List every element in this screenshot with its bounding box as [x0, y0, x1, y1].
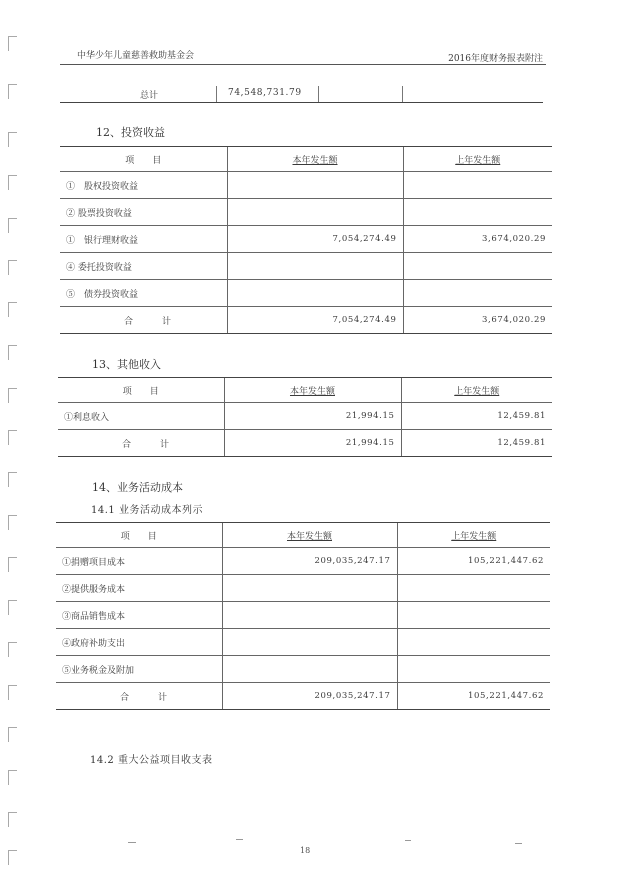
binding-marks	[8, 0, 22, 883]
row-item: ④政府补助支出	[56, 629, 222, 656]
table-row	[60, 253, 552, 280]
row-item: ⑤ 债券投资收益	[60, 280, 227, 307]
row-prior	[403, 199, 552, 226]
table-header-row	[58, 378, 552, 403]
section-14-1-subtitle: 14.1 业务活动成本列示	[91, 505, 203, 516]
row-current	[222, 656, 397, 683]
row-current	[222, 602, 397, 629]
previous-table-total-row	[60, 84, 543, 103]
col-item-header: 项 目	[60, 147, 227, 172]
col-current-year-header: 本年发生额	[227, 147, 403, 172]
total-prior: 105,221,447.62	[397, 683, 550, 710]
total-row	[60, 307, 552, 334]
row-prior	[403, 253, 552, 280]
col-item-header: 项 目	[56, 523, 222, 548]
scan-mark	[236, 839, 243, 840]
section-14-title: 14、业务活动成本	[92, 481, 183, 494]
row-item: ① 银行理财收益	[60, 226, 227, 253]
section-13-title: 13、其他收入	[92, 358, 161, 371]
table-row	[60, 199, 552, 226]
row-item: ⑤业务税金及附加	[56, 656, 222, 683]
row-prior	[397, 629, 550, 656]
col-current-year-header: 本年发生额	[222, 523, 397, 548]
header-rule	[60, 64, 546, 65]
row-prior: 12,459.81	[401, 403, 552, 430]
table-row	[56, 548, 550, 575]
table-row	[56, 656, 550, 683]
table-row	[56, 575, 550, 602]
total-prior: 3,674,020.29	[403, 307, 552, 334]
col-prior-year-header: 上年发生额	[397, 523, 550, 548]
total-label: 合 计	[56, 683, 222, 710]
row-item: ④ 委托投资收益	[60, 253, 227, 280]
row-current	[227, 253, 403, 280]
total-label: 合 计	[60, 307, 227, 334]
prev-total-label: 总计	[140, 91, 159, 101]
row-prior	[403, 172, 552, 199]
total-prior: 12,459.81	[401, 430, 552, 457]
row-prior	[403, 280, 552, 307]
table-row	[56, 602, 550, 629]
row-item: ① 股权投资收益	[60, 172, 227, 199]
row-prior: 105,221,447.62	[397, 548, 550, 575]
page-number: 18	[300, 846, 311, 855]
total-current: 21,994.15	[224, 430, 401, 457]
investment-income-table	[60, 146, 552, 334]
other-income-table	[58, 377, 552, 457]
row-current: 21,994.15	[224, 403, 401, 430]
total-current: 209,035,247.17	[222, 683, 397, 710]
table-row	[58, 403, 552, 430]
row-item: ①捐赠项目成本	[56, 548, 222, 575]
header-report-title: 2016年度财务报表附注	[448, 54, 543, 64]
row-current: 7,054,274.49	[227, 226, 403, 253]
table-row	[60, 226, 552, 253]
row-prior	[397, 602, 550, 629]
col-prior-year-header: 上年发生额	[401, 378, 552, 403]
row-current	[227, 280, 403, 307]
col-prior-year-header: 上年发生额	[403, 147, 552, 172]
table-row	[56, 629, 550, 656]
table-header-row	[60, 147, 552, 172]
col-current-year-header: 本年发生额	[224, 378, 401, 403]
row-item: ②提供服务成本	[56, 575, 222, 602]
scan-mark	[405, 840, 411, 841]
section-14-2-subtitle: 14.2 重大公益项目收支表	[90, 755, 213, 766]
table-row	[60, 172, 552, 199]
row-prior: 3,674,020.29	[403, 226, 552, 253]
row-current	[227, 199, 403, 226]
scan-mark	[128, 842, 136, 843]
row-current	[227, 172, 403, 199]
prev-total-value: 74,548,731.79	[228, 88, 302, 98]
scan-mark	[515, 843, 522, 844]
row-prior	[397, 656, 550, 683]
total-row	[56, 683, 550, 710]
header-org-name: 中华少年儿童慈善救助基金会	[77, 51, 195, 61]
section-12-title: 12、投资收益	[96, 126, 165, 139]
total-label: 合 计	[58, 430, 224, 457]
row-item: ③商品销售成本	[56, 602, 222, 629]
row-prior	[397, 575, 550, 602]
col-item-header: 项 目	[58, 378, 224, 403]
row-current	[222, 629, 397, 656]
row-item: ② 股票投资收益	[60, 199, 227, 226]
table-row	[60, 280, 552, 307]
table-header-row	[56, 523, 550, 548]
total-current: 7,054,274.49	[227, 307, 403, 334]
row-current: 209,035,247.17	[222, 548, 397, 575]
row-item: ①利息收入	[58, 403, 224, 430]
total-row	[58, 430, 552, 457]
row-current	[222, 575, 397, 602]
business-activity-cost-table	[56, 522, 550, 710]
